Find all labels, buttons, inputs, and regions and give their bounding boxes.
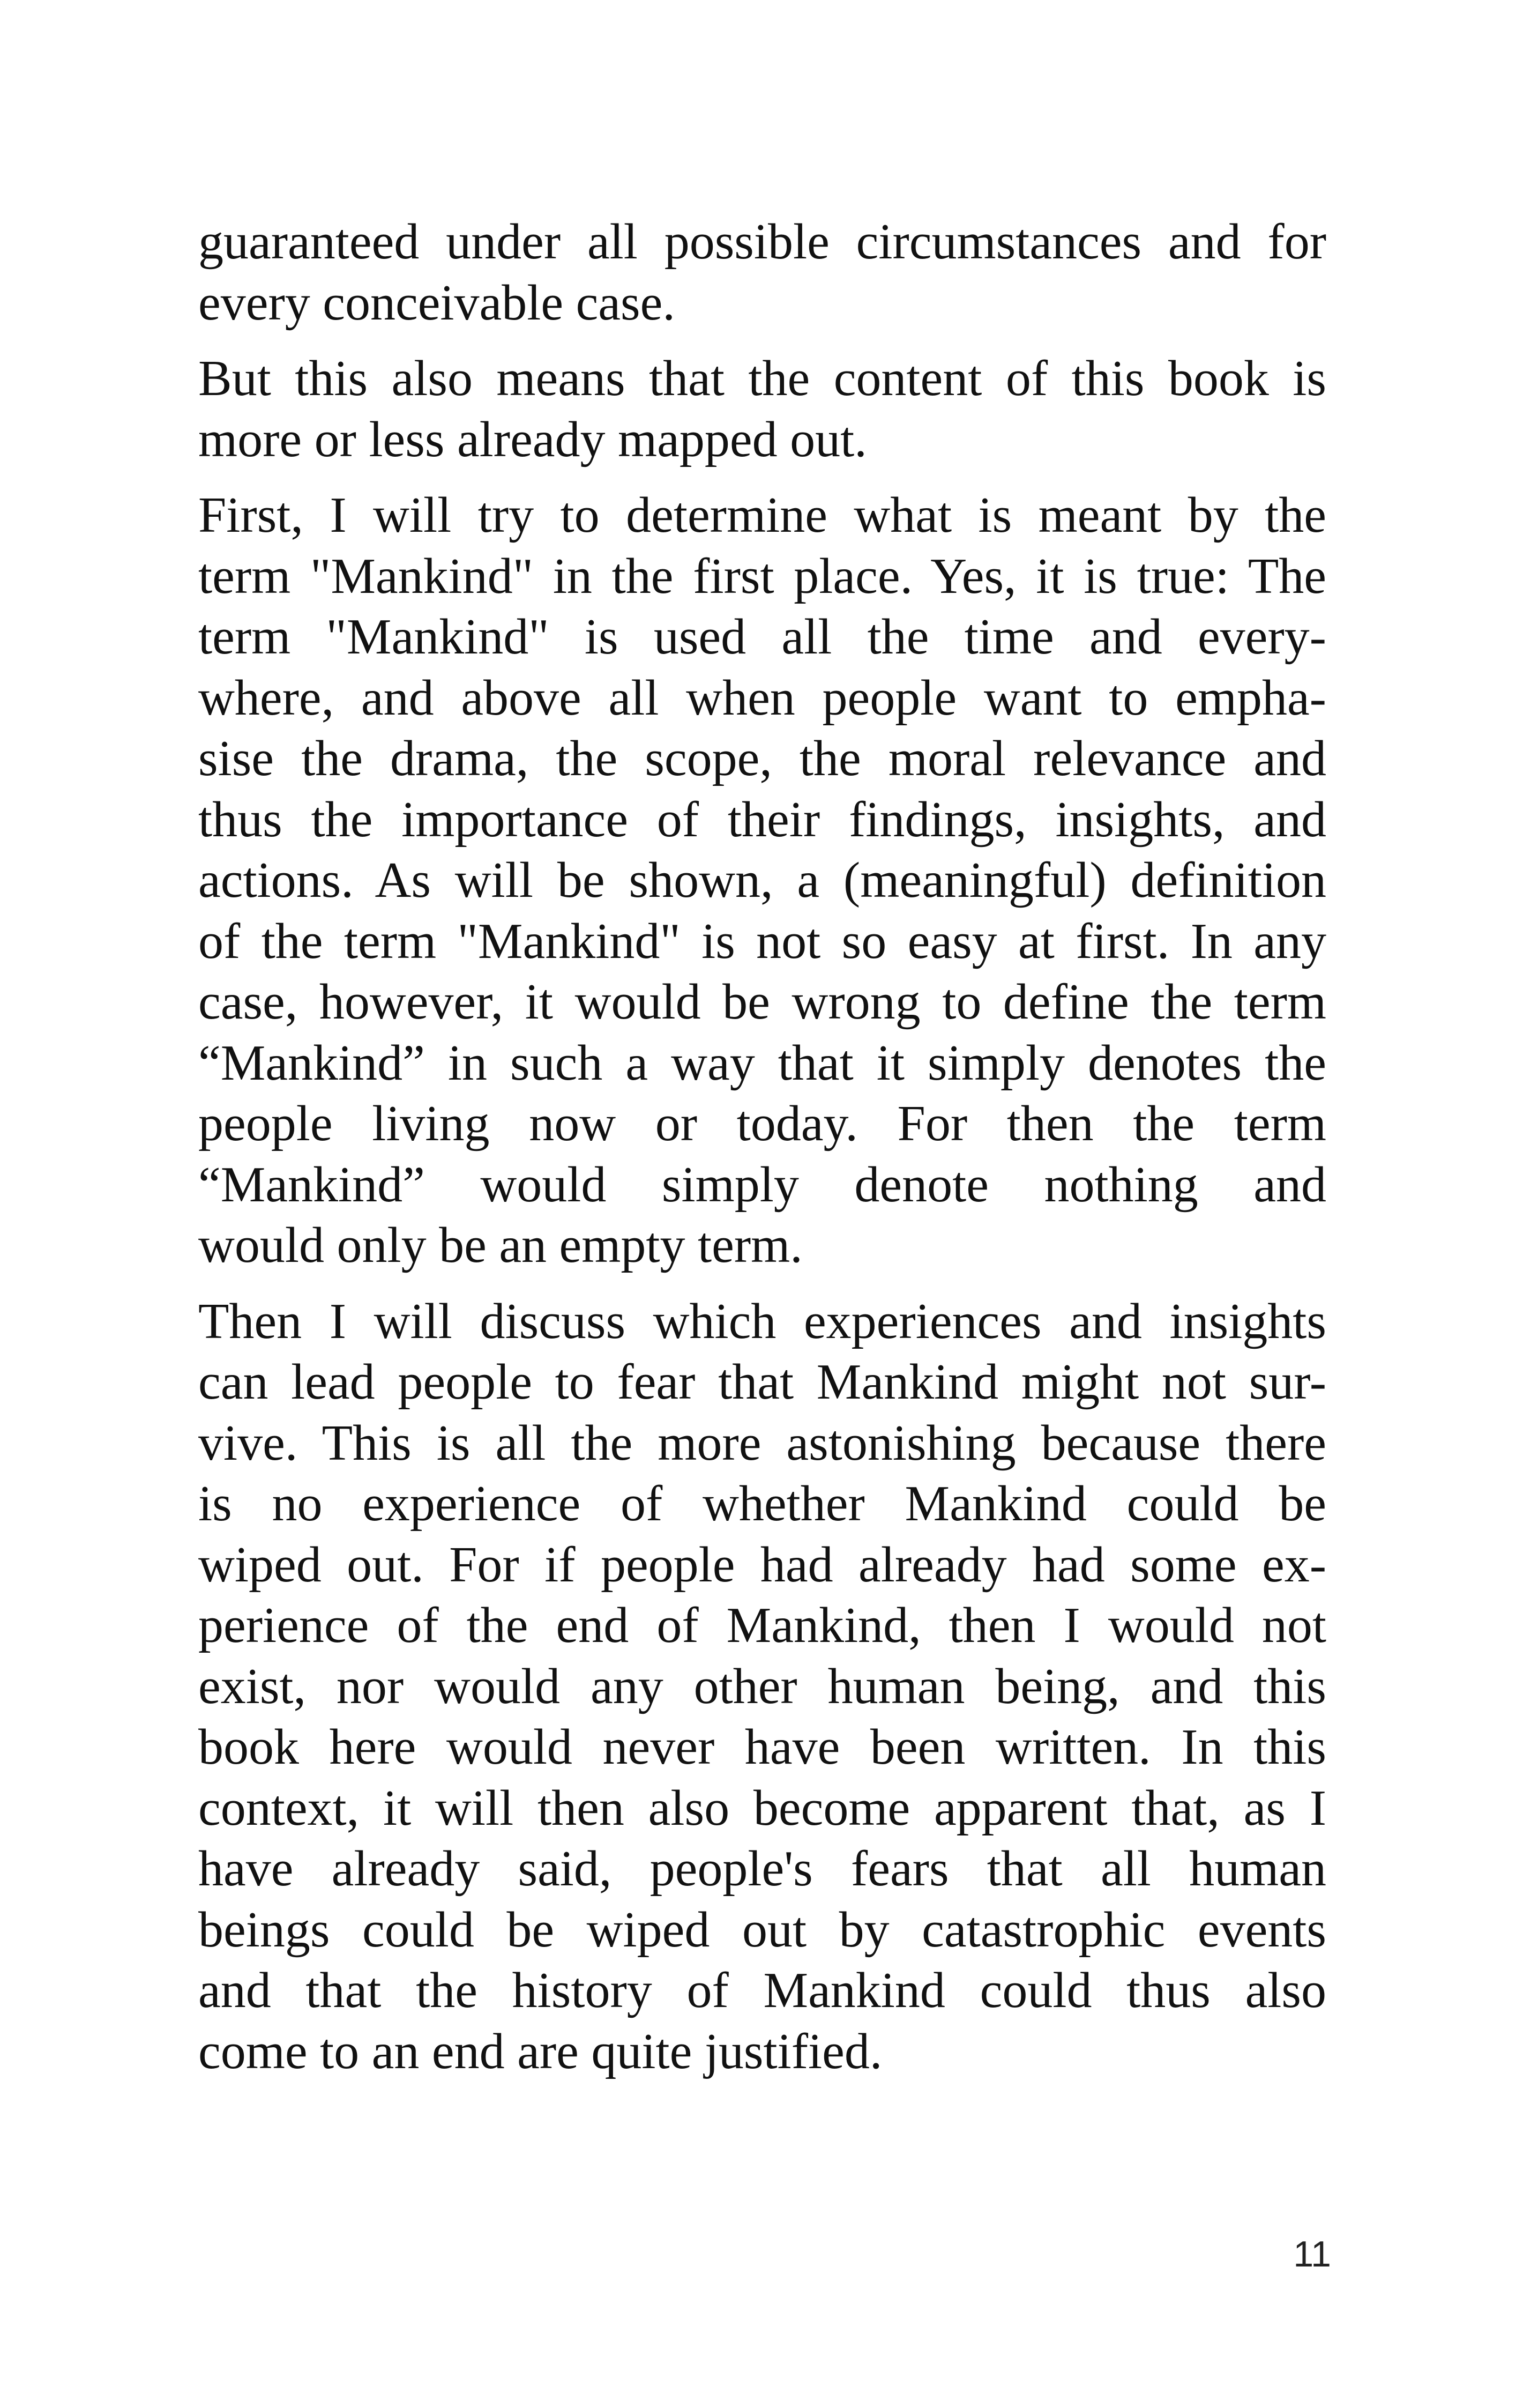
text-line: would only be an empty term. — [198, 1217, 803, 1273]
text-line: have already said, people's fears that all human — [198, 1841, 1326, 1897]
paragraph-2 — [198, 348, 1326, 470]
paragraph-1 — [198, 212, 1326, 333]
paragraph-3 — [198, 485, 1326, 1276]
text-line: term "Mankind" in the first place. Yes, it is true: The — [198, 548, 1326, 604]
text-line: of the term "Mankind" is not so easy at first. In any — [198, 913, 1326, 969]
text-line: where, and above all when people want to empha- — [198, 670, 1326, 726]
text-line: exist, nor would any other human being, and this — [198, 1658, 1326, 1714]
text-line: Then I will discuss which experiences and insights — [198, 1293, 1326, 1349]
text-line: sise the drama, the scope, the moral relevance and — [198, 731, 1326, 786]
text-line: wiped out. For if people had already had some ex- — [198, 1536, 1326, 1593]
text-line: case, however, it would be wrong to define the term — [198, 974, 1326, 1030]
text-line: people living now or today. For then the term — [198, 1096, 1326, 1151]
paragraph-4 — [198, 1291, 1326, 2083]
body-text — [198, 212, 1326, 2082]
text-line: “Mankind” in such a way that it simply denotes the — [198, 1035, 1326, 1091]
text-line: actions. As will be shown, a (meaningful) definition — [198, 852, 1326, 908]
page-number: 11 — [1293, 2234, 1331, 2275]
text-line: perience of the end of Mankind, then I would not — [198, 1597, 1326, 1653]
text-line: come to an end are quite justified. — [198, 2023, 883, 2079]
text-line: “Mankind” would simply denote nothing and — [198, 1156, 1326, 1213]
text-line: beings could be wiped out by catastrophic events — [198, 1901, 1326, 1958]
text-line: context, it will then also become apparent that, as I — [198, 1780, 1326, 1836]
text-line: But this also means that the content of this book is — [198, 351, 1326, 406]
text-line: vive. This is all the more astonishing because there — [198, 1415, 1326, 1471]
text-line: can lead people to fear that Mankind might not sur- — [198, 1354, 1326, 1410]
text-line: thus the importance of their findings, insights, and — [198, 791, 1326, 848]
text-line: book here would never have been written. In this — [198, 1719, 1326, 1775]
text-line: every conceivable case. — [198, 274, 675, 331]
text-line: term "Mankind" is used all the time and every- — [198, 609, 1326, 665]
text-line: more or less already mapped out. — [198, 411, 867, 467]
text-line: is no experience of whether Mankind could be — [198, 1476, 1326, 1532]
text-line: guaranteed under all possible circumstances and for — [198, 214, 1326, 270]
text-line: and that the history of Mankind could thus also — [198, 1963, 1326, 2018]
text-line: First, I will try to determine what is meant by the — [198, 487, 1326, 543]
